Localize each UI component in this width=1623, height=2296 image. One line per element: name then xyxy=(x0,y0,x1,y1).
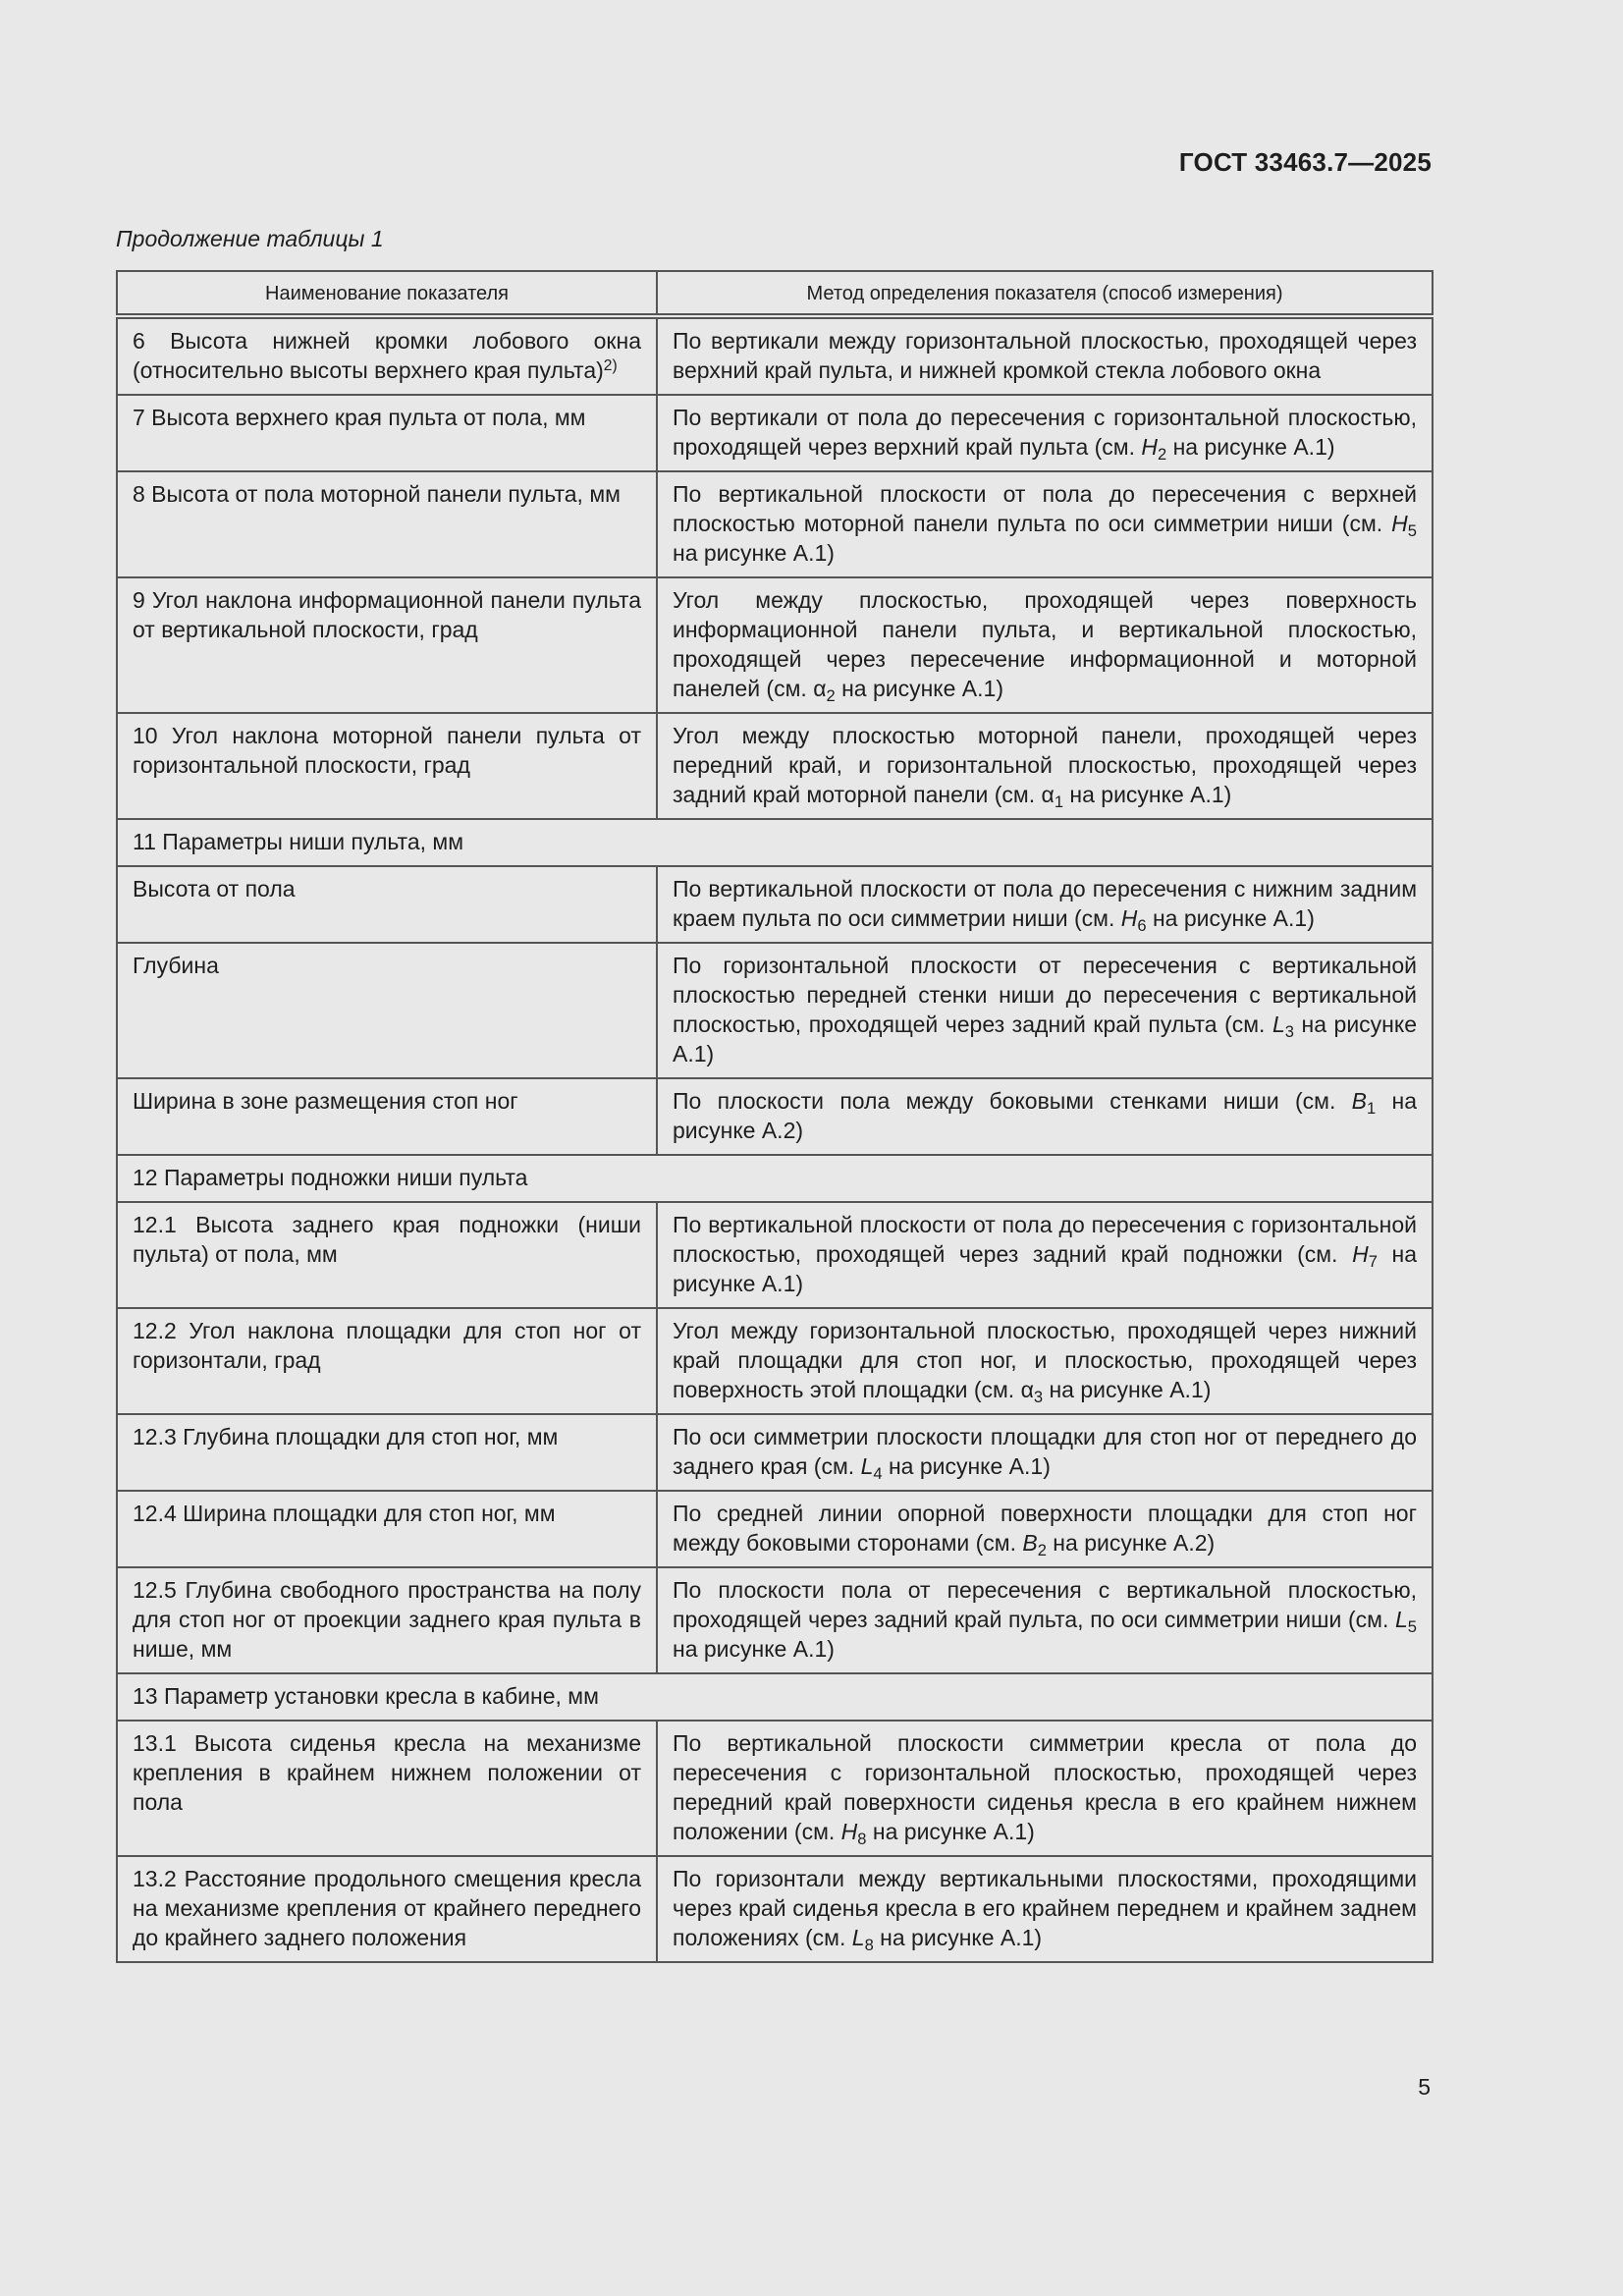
method-text: По плоскости пола между боковыми стенками ниши (см. xyxy=(673,1088,1352,1114)
method-text-end: на рисунке А.1) xyxy=(1166,434,1335,460)
method-text-end: на рисунке А.1) xyxy=(673,1011,1417,1066)
section-row xyxy=(117,1155,1433,1202)
indicator-name: 12.2 Угол наклона площадки для стоп ног от горизонтали, град xyxy=(117,1308,657,1414)
method-text: Угол между плоскостью моторной панели, проходящей через передний край, и горизонтальной плоскостью, проходящей через задний край моторной панели (см. xyxy=(673,723,1417,807)
symbol-subscript: 5 xyxy=(1407,520,1417,540)
symbol: B xyxy=(1022,1530,1038,1556)
table-row xyxy=(117,395,1433,471)
indicator-method xyxy=(657,1567,1433,1673)
table-header-row xyxy=(117,271,1433,316)
method-text: По горизонтальной плоскости от пересечения с вертикальной плоскостью передней стенки ниши до пересечения с вертикальной плоскостью, проходящей через задний край пульта (см. xyxy=(673,953,1417,1037)
indicator-method xyxy=(657,1721,1433,1856)
symbol: H xyxy=(840,1819,858,1844)
method-text-end: на рисунке А.1) xyxy=(835,676,1003,701)
symbol-subscript: 6 xyxy=(1137,915,1147,935)
symbol: L xyxy=(1271,1011,1285,1037)
indicator-name: 7 Высота верхнего края пульта от пола, мм xyxy=(117,395,657,471)
method-text-end: на рисунке А.1) xyxy=(1146,905,1315,931)
table-row xyxy=(117,1078,1433,1155)
indicator-method xyxy=(657,471,1433,577)
indicator-name: 12.4 Ширина площадки для стоп ног, мм xyxy=(117,1491,657,1567)
table-caption: Продолжение таблицы 1 xyxy=(116,226,384,251)
table-row xyxy=(117,1856,1433,1962)
footnote-mark: 2) xyxy=(603,357,618,375)
method-text-end: на рисунке А.2) xyxy=(673,1088,1417,1143)
indicator-name: 12.5 Глубина свободного пространства на полу для стоп ног от проекции заднего края пульта в нише, мм xyxy=(117,1567,657,1673)
symbol-subscript: 5 xyxy=(1407,1616,1417,1636)
symbol-subscript: 1 xyxy=(1367,1098,1377,1118)
method-text: По плоскости пола от пересечения с вертикальной плоскостью, проходящей через задний край пульта, по оси симметрии ниши (см. xyxy=(673,1577,1417,1632)
table-row xyxy=(117,1414,1433,1491)
table-row xyxy=(117,943,1433,1078)
method-text: По вертикали от пола до пересечения с горизонтальной плоскостью, проходящей через верхний край пульта (см. xyxy=(673,405,1417,460)
section-row xyxy=(117,1673,1433,1721)
symbol-subscript: 3 xyxy=(1284,1021,1294,1041)
section-row xyxy=(117,819,1433,866)
page-number: 5 xyxy=(1418,2074,1431,2100)
indicator-method xyxy=(657,1856,1433,1962)
table-row xyxy=(117,1308,1433,1414)
method-text: По вертикальной плоскости от пола до пересечения с нижним задним краем пульта по оси симметрии ниши (см. xyxy=(673,876,1417,931)
method-text-end: на рисунке А.1) xyxy=(673,540,835,566)
symbol-subscript: 8 xyxy=(864,1935,874,1954)
indicator-method: По вертикали между горизонтальной плоскостью, проходящей через верхний край пульта, и нижней кромкой стекла лобового окна xyxy=(657,316,1433,395)
symbol: α xyxy=(813,676,827,701)
table-row xyxy=(117,866,1433,943)
table-row xyxy=(117,713,1433,819)
indicator-name: Глубина xyxy=(117,943,657,1078)
symbol: H xyxy=(1352,1241,1369,1267)
method-text-end: на рисунке А.1) xyxy=(866,1819,1035,1844)
symbol-subscript: 2 xyxy=(826,685,836,705)
symbol: L xyxy=(860,1453,874,1479)
indicator-name: 13.1 Высота сиденья кресла на механизме крепления в крайнем нижнем положении от пола xyxy=(117,1721,657,1856)
indicator-method xyxy=(657,577,1433,713)
symbol: H xyxy=(1391,511,1408,536)
method-text-end: на рисунке А.1) xyxy=(882,1453,1051,1479)
indicator-name: Ширина в зоне размещения стоп ног xyxy=(117,1078,657,1155)
method-text: Угол между плоскостью, проходящей через поверхность информационной панели пульта, и вертикальной плоскостью, проходящей через пересечение информационной и моторной панелей (см. xyxy=(673,587,1417,701)
indicator-name: 13.2 Расстояние продольного смещения кресла на механизме крепления от крайнего переднего до крайнего заднего положения xyxy=(117,1856,657,1962)
column-header-method: Метод определения показателя (способ измерения) xyxy=(657,271,1433,316)
indicator-name: 12.1 Высота заднего края подножки (ниши пульта) от пола, мм xyxy=(117,1202,657,1308)
symbol-subscript: 2 xyxy=(1037,1540,1047,1559)
indicator-method xyxy=(657,713,1433,819)
indicators-table xyxy=(116,270,1434,1963)
method-text-end: на рисунке А.1) xyxy=(873,1925,1043,1950)
indicator-name: 10 Угол наклона моторной панели пульта от горизонтальной плоскости, град xyxy=(117,713,657,819)
symbol: L xyxy=(1395,1607,1408,1632)
symbol: α xyxy=(1041,782,1055,807)
symbol-subscript: 4 xyxy=(873,1463,883,1483)
method-text: По горизонтали между вертикальными плоскостями, проходящими через край сиденья кресла в его крайнем переднем и крайнем заднем положениях (см. xyxy=(673,1866,1417,1950)
indicator-method xyxy=(657,866,1433,943)
indicator-method xyxy=(657,943,1433,1078)
indicator-method xyxy=(657,1491,1433,1567)
method-text: По вертикальной плоскости от пола до пересечения с верхней плоскостью моторной панели пульта по оси симметрии ниши (см. xyxy=(673,481,1417,536)
symbol-subscript: 8 xyxy=(857,1829,867,1848)
symbol: L xyxy=(851,1925,865,1950)
column-header-name: Наименование показателя xyxy=(117,271,657,316)
section-title: 11 Параметры ниши пульта, мм xyxy=(117,819,1433,866)
indicator-method xyxy=(657,395,1433,471)
method-text-end: на рисунке А.1) xyxy=(1043,1377,1212,1402)
indicator-method xyxy=(657,1202,1433,1308)
symbol: α xyxy=(1020,1377,1034,1402)
indicator-name: 8 Высота от пола моторной панели пульта, мм xyxy=(117,471,657,577)
symbol-subscript: 2 xyxy=(1158,444,1167,464)
method-text-end: на рисунке А.1) xyxy=(673,1636,835,1662)
section-title: 13 Параметр установки кресла в кабине, мм xyxy=(117,1673,1433,1721)
method-text: Угол между горизонтальной плоскостью, проходящей через нижний край площадки для стоп ног, и плоскостью, проходящей через поверхность этой площадки (см. xyxy=(673,1318,1417,1402)
symbol-subscript: 1 xyxy=(1054,792,1064,811)
method-text: По средней линии опорной поверхности площадки для стоп ног между боковыми сторонами (см. xyxy=(673,1501,1417,1556)
indicator-name xyxy=(117,316,657,395)
table-row xyxy=(117,1721,1433,1856)
section-title: 12 Параметры подножки ниши пульта xyxy=(117,1155,1433,1202)
indicator-name: 12.3 Глубина площадки для стоп ног, мм xyxy=(117,1414,657,1491)
indicator-method xyxy=(657,1414,1433,1491)
indicator-method xyxy=(657,1308,1433,1414)
indicator-name: 9 Угол наклона информационной панели пульта от вертикальной плоскости, град xyxy=(117,577,657,713)
method-text: По оси симметрии плоскости площадки для стоп ног от переднего до заднего края (см. xyxy=(673,1424,1417,1479)
table-row xyxy=(117,471,1433,577)
method-text: По вертикальной плоскости симметрии кресла от пола до пересечения с горизонтальной плоскостью, проходящей через передний край поверхности сиденья кресла в его крайнем нижнем положении (см. xyxy=(673,1730,1417,1844)
indicator-name-text: 6 Высота нижней кромки лобового окна (относительно высоты верхнего края пульта) xyxy=(133,328,641,383)
table-row xyxy=(117,1491,1433,1567)
symbol-subscript: 7 xyxy=(1368,1251,1378,1271)
table-row xyxy=(117,577,1433,713)
table-row xyxy=(117,1202,1433,1308)
method-text: По вертикальной плоскости от пола до пересечения с горизонтальной плоскостью, проходящей через задний край подножки (см. xyxy=(673,1212,1417,1267)
table-row xyxy=(117,316,1433,395)
method-text-end: на рисунке А.2) xyxy=(1046,1530,1216,1556)
symbol: H xyxy=(1120,905,1138,931)
symbol: B xyxy=(1351,1088,1367,1114)
symbol: H xyxy=(1141,434,1159,460)
document-code: ГОСТ 33463.7—2025 xyxy=(1178,147,1432,177)
method-text-end: на рисунке А.1) xyxy=(1063,782,1232,807)
indicator-method xyxy=(657,1078,1433,1155)
symbol-subscript: 3 xyxy=(1033,1387,1044,1406)
indicator-name: Высота от пола xyxy=(117,866,657,943)
table-row xyxy=(117,1567,1433,1673)
method-text-end: на рисунке А.1) xyxy=(673,1241,1417,1296)
